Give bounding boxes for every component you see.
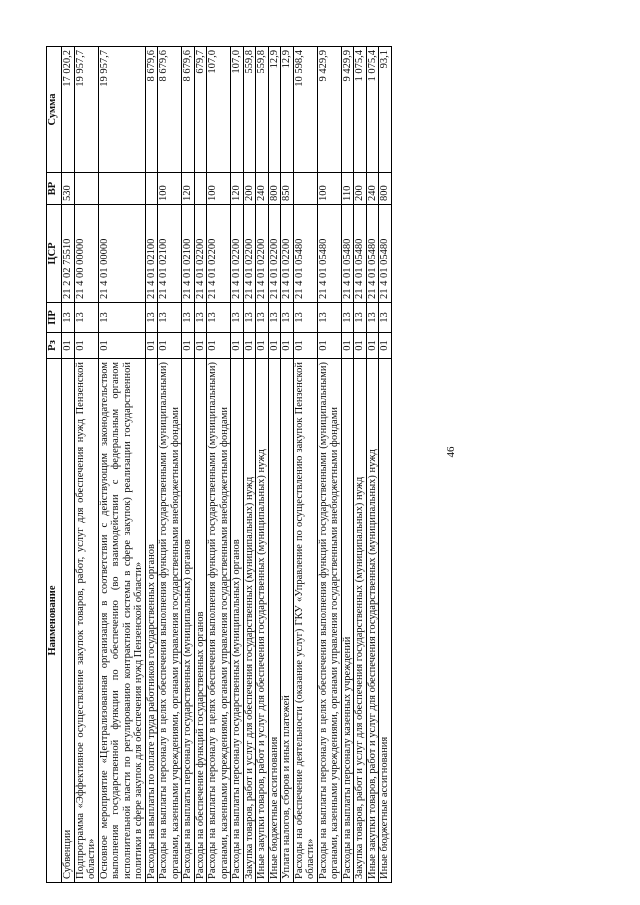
row-rz-cell: 01 [354, 333, 367, 359]
row-sum-cell: 107,0 [231, 47, 244, 173]
row-vr-cell: 100 [317, 173, 341, 205]
row-name-cell: Иные бюджетные ассигнования [268, 359, 281, 883]
budget-table [46, 46, 392, 883]
table-row [256, 47, 269, 883]
row-csr-cell: 21 4 00 00000 [74, 205, 98, 303]
row-rz-cell: 01 [158, 333, 182, 359]
row-csr-cell: 21 4 01 02200 [231, 205, 244, 303]
row-vr-cell: 120 [231, 173, 244, 205]
row-sum-cell: 12,9 [281, 47, 294, 173]
row-name-cell: Расходы на выплаты персоналу казенных учреждений [341, 359, 354, 883]
row-sum-cell: 1 075,4 [366, 47, 379, 173]
row-csr-cell: 21 4 01 05480 [366, 205, 379, 303]
row-rz-cell: 01 [341, 333, 354, 359]
row-name-cell: Расходы на выплаты персоналу государственных (муниципальных) органов [182, 359, 195, 883]
row-pr-cell: 13 [98, 303, 145, 333]
row-rz-cell: 01 [317, 333, 341, 359]
row-csr-cell: 21 4 01 00000 [98, 205, 145, 303]
page-number: 46 [445, 446, 457, 458]
row-rz-cell: 01 [281, 333, 294, 359]
row-rz-cell: 01 [74, 333, 98, 359]
row-pr-cell: 13 [366, 303, 379, 333]
row-pr-cell: 13 [194, 303, 207, 333]
row-vr-cell [293, 173, 317, 205]
table-row [379, 47, 392, 883]
row-csr-cell: 21 4 01 02200 [281, 205, 294, 303]
table-row [194, 47, 207, 883]
row-sum-cell: 93,1 [379, 47, 392, 173]
row-sum-cell: 8 679,6 [145, 47, 158, 173]
row-vr-cell: 200 [243, 173, 256, 205]
row-vr-cell: 120 [182, 173, 195, 205]
row-sum-cell: 10 598,4 [293, 47, 317, 173]
table-row [98, 47, 145, 883]
header-csr: ЦСР [47, 205, 62, 303]
row-vr-cell: 110 [341, 173, 354, 205]
header-rz: Рз [47, 333, 62, 359]
row-rz-cell: 01 [379, 333, 392, 359]
row-rz-cell: 01 [207, 333, 231, 359]
row-name-cell: Расходы на выплаты по оплате труда работников государственных органов [145, 359, 158, 883]
row-sum-cell: 107,0 [207, 47, 231, 173]
row-name-cell: Закупка товаров, работ и услуг для обеспечения государственных (муниципальных) нужд [243, 359, 256, 883]
row-rz-cell: 01 [62, 333, 75, 359]
row-name-cell: Расходы на выплаты персоналу в целях обеспечения выполнения функций государственными (муниципальными) органами, казенными учреждениями, органами управления государственными внебюджетными фондами [158, 359, 182, 883]
row-csr-cell: 21 4 01 02200 [243, 205, 256, 303]
row-pr-cell: 13 [158, 303, 182, 333]
row-sum-cell: 679,7 [194, 47, 207, 173]
row-csr-cell: 21 4 01 02200 [268, 205, 281, 303]
row-pr-cell: 13 [354, 303, 367, 333]
row-vr-cell [145, 173, 158, 205]
row-pr-cell: 13 [182, 303, 195, 333]
row-pr-cell: 13 [281, 303, 294, 333]
table-row [62, 47, 75, 883]
table-header-row [47, 47, 62, 883]
row-sum-cell: 19 957,7 [74, 47, 98, 173]
row-name-cell: Субвенции [62, 359, 75, 883]
row-csr-cell: 21 4 01 02200 [256, 205, 269, 303]
row-vr-cell: 530 [62, 173, 75, 205]
row-csr-cell: 21 4 01 02200 [207, 205, 231, 303]
table-row [158, 47, 182, 883]
row-csr-cell: 21 4 01 05480 [341, 205, 354, 303]
table-row [341, 47, 354, 883]
row-csr-cell: 21 4 01 05480 [293, 205, 317, 303]
row-vr-cell [98, 173, 145, 205]
row-name-cell: Основное мероприятие «Централизованная организация в соответствии с действующим законодательством выполнения государственной функции по обеспечению (во взаимодействии с федеральным органом исполнительной власти по регулированию контрактной системы в сфере закупок) реализации государственной политики в сфере закупок для обеспечения нужд Пензенской области» [98, 359, 145, 883]
table-row [182, 47, 195, 883]
row-csr-cell: 21 4 01 02100 [182, 205, 195, 303]
header-pr: ПР [47, 303, 62, 333]
table-body [62, 47, 392, 883]
row-vr-cell: 800 [379, 173, 392, 205]
row-name-cell: Расходы на выплаты персоналу государственных (муниципальных) органов [231, 359, 244, 883]
budget-table-page [46, 47, 594, 883]
row-name-cell: Закупка товаров, работ и услуг для обеспечения государственных (муниципальных) нужд [354, 359, 367, 883]
row-rz-cell: 01 [98, 333, 145, 359]
row-pr-cell: 13 [207, 303, 231, 333]
row-name-cell: Подпрограмма «Эффективное осуществление закупок товаров, работ, услуг для обеспечения нужд Пензенской области» [74, 359, 98, 883]
row-vr-cell [194, 173, 207, 205]
row-pr-cell: 13 [243, 303, 256, 333]
row-vr-cell: 240 [366, 173, 379, 205]
row-name-cell: Иные бюджетные ассигнования [379, 359, 392, 883]
table-row [354, 47, 367, 883]
row-pr-cell: 13 [256, 303, 269, 333]
row-vr-cell [74, 173, 98, 205]
row-csr-cell: 21 4 01 02100 [158, 205, 182, 303]
table-row [145, 47, 158, 883]
row-rz-cell: 01 [182, 333, 195, 359]
row-name-cell: Расходы на обеспечение деятельности (оказание услуг) ГКУ «Управление по осуществлению закупок Пензенской области» [293, 359, 317, 883]
row-rz-cell: 01 [256, 333, 269, 359]
row-sum-cell: 559,8 [243, 47, 256, 173]
row-csr-cell: 21 2 02 75510 [62, 205, 75, 303]
row-csr-cell: 21 4 01 02200 [194, 205, 207, 303]
header-name: Наименование [47, 359, 62, 883]
row-rz-cell: 01 [231, 333, 244, 359]
row-rz-cell: 01 [268, 333, 281, 359]
table-row [243, 47, 256, 883]
row-sum-cell: 17 020,2 [62, 47, 75, 173]
row-sum-cell: 8 679,6 [182, 47, 195, 173]
table-row [281, 47, 294, 883]
row-vr-cell: 100 [158, 173, 182, 205]
table-row [293, 47, 317, 883]
row-pr-cell: 13 [268, 303, 281, 333]
row-vr-cell: 200 [354, 173, 367, 205]
row-csr-cell: 21 4 01 05480 [317, 205, 341, 303]
table-row [317, 47, 341, 883]
table-row [207, 47, 231, 883]
header-vr: ВР [47, 173, 62, 205]
row-pr-cell: 13 [145, 303, 158, 333]
row-pr-cell: 13 [293, 303, 317, 333]
row-name-cell: Иные закупки товаров, работ и услуг для обеспечения государственных (муниципальных) нужд [366, 359, 379, 883]
row-vr-cell: 850 [281, 173, 294, 205]
row-name-cell: Расходы на обеспечение функций государственных органов [194, 359, 207, 883]
row-pr-cell: 13 [231, 303, 244, 333]
table-row [74, 47, 98, 883]
row-sum-cell: 9 429,9 [341, 47, 354, 173]
row-sum-cell: 1 075,4 [354, 47, 367, 173]
row-rz-cell: 01 [293, 333, 317, 359]
row-rz-cell: 01 [243, 333, 256, 359]
row-sum-cell: 559,8 [256, 47, 269, 173]
row-csr-cell: 21 4 01 02100 [145, 205, 158, 303]
row-rz-cell: 01 [366, 333, 379, 359]
header-sum: Сумма [47, 47, 62, 173]
row-name-cell: Расходы на выплаты персоналу в целях обеспечения выполнения функций государственными (муниципальными) органами, казенными учреждениями, органами управления государственными внебюджетными фондами [207, 359, 231, 883]
row-pr-cell: 13 [379, 303, 392, 333]
table-row [268, 47, 281, 883]
row-sum-cell: 9 429,9 [317, 47, 341, 173]
row-pr-cell: 13 [74, 303, 98, 333]
row-name-cell: Иные закупки товаров, работ и услуг для обеспечения государственных (муниципальных) нужд [256, 359, 269, 883]
row-sum-cell: 19 957,7 [98, 47, 145, 173]
row-pr-cell: 13 [62, 303, 75, 333]
row-sum-cell: 12,9 [268, 47, 281, 173]
row-vr-cell: 100 [207, 173, 231, 205]
row-csr-cell: 21 4 01 05480 [354, 205, 367, 303]
row-vr-cell: 800 [268, 173, 281, 205]
row-name-cell: Уплата налогов, сборов и иных платежей [281, 359, 294, 883]
row-csr-cell: 21 4 01 05480 [379, 205, 392, 303]
row-name-cell: Расходы на выплаты персоналу в целях обеспечения выполнения функций государственными (муниципальными) органами, казенными учреждениями, органами управления государственными внебюджетными фондами [317, 359, 341, 883]
row-pr-cell: 13 [317, 303, 341, 333]
row-rz-cell: 01 [145, 333, 158, 359]
row-pr-cell: 13 [341, 303, 354, 333]
row-vr-cell: 240 [256, 173, 269, 205]
row-rz-cell: 01 [194, 333, 207, 359]
row-sum-cell: 8 679,6 [158, 47, 182, 173]
table-row [366, 47, 379, 883]
table-row [231, 47, 244, 883]
